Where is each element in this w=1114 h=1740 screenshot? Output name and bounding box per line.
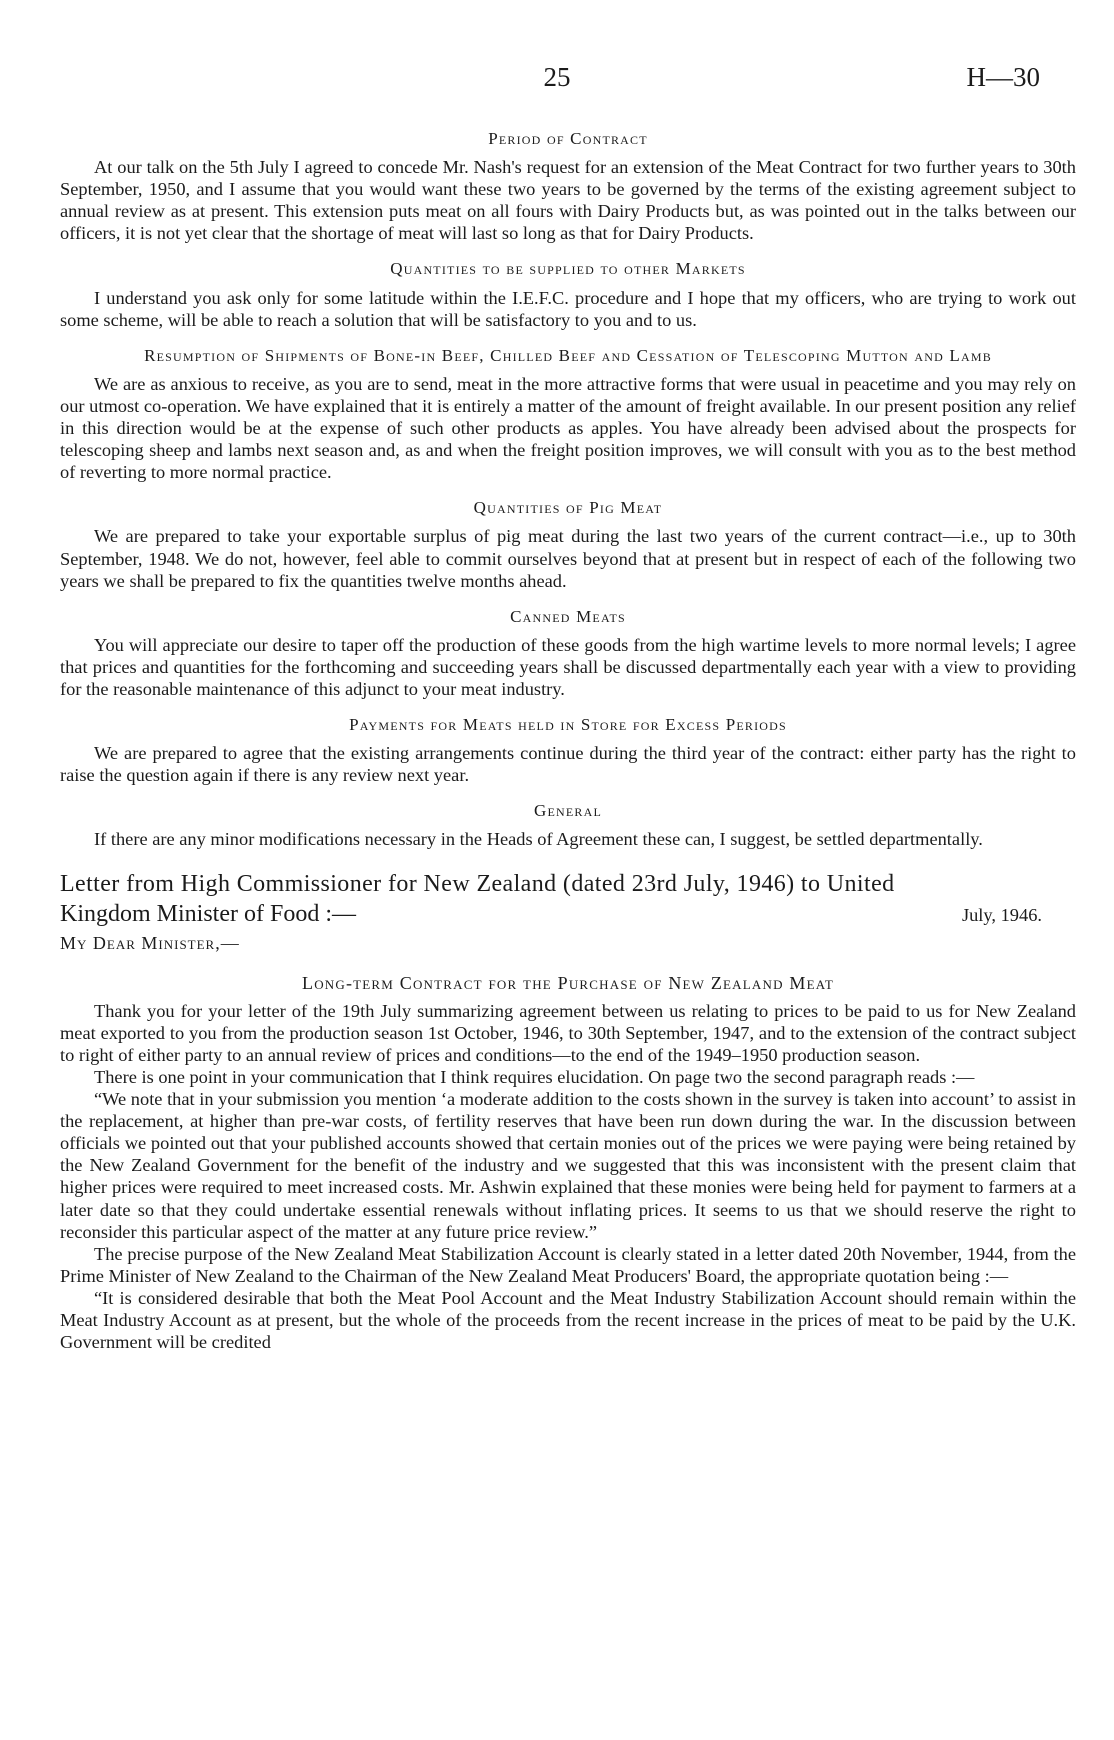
section-general	[60, 800, 1076, 850]
letter-heading: Long-term Contract for the Purchase of New Zealand Meat	[302, 972, 834, 993]
section-heading: Canned Meats	[510, 606, 626, 626]
document-body	[60, 128, 1076, 1353]
section-quantities-of-pig-meat	[60, 497, 1076, 591]
section-quantities-other-markets	[60, 258, 1076, 330]
paragraph: We are prepared to take your exportable surplus of pig meat during the last two years of the current contract—i.e., up to 30th September, 1948. We do not, however, feel able to commit ourselves beyond that at present but in respect of each of the following two years we shall be prepared to fix the quantities twelve months ahead.	[60, 526, 1076, 591]
section-canned-meats	[60, 606, 1076, 700]
paragraph: You will appreciate our desire to taper off the production of these goods from the high wartime levels to more normal levels; I agree that prices and quantities for the forthcoming and succeeding years shall be discussed departmentally each year with a view to providing for the reasonable maintenance of this adjunct to your meat industry.	[60, 634, 1076, 699]
letter	[60, 869, 1076, 1354]
section-heading: Quantities to be supplied to other Markets	[390, 259, 746, 279]
paragraph: If there are any minor modifications necessary in the Heads of Agreement these can, I suggest, be settled departmentally.	[94, 829, 983, 850]
quoted-paragraph: “It is considered desirable that both the Meat Pool Account and the Meat Industry Stabilization Account should remain within the Meat Industry Account as at present, but the whole of the proceeds from the recent increase in the prices of meat to be paid by the U.K. Government will be credited	[60, 1287, 1076, 1353]
paragraph: We are as anxious to receive, as you are to send, meat in the more attractive forms that were usual in peacetime and you may rely on our utmost co-operation. We have explained that it is entirely a matter of the amount of freight available. In our present position any relief in this direction would be at the expense of such other products as apples. You have already been advised about the prospects for telescoping sheep and lambs next season and, as and when the freight position improves, we will consult with you as to the best method of reverting to more normal practice.	[60, 373, 1076, 483]
section-resumption-of-shipments	[60, 345, 1076, 484]
letter-salutation: My Dear Minister,—	[60, 932, 240, 953]
document-reference: H—30	[966, 62, 1040, 92]
letter-title: Letter from High Commissioner for New Zealand (dated 23rd July, 1946) to United	[60, 870, 895, 897]
section-payments-for-meats	[60, 714, 1076, 786]
paragraph: I understand you ask only for some latitude within the I.E.F.C. procedure and I hope that my officers, who are trying to work out some scheme, will be able to reach a solution that will be satisfactory to you and to us.	[60, 287, 1076, 330]
letter-date: July, 1946.	[961, 904, 1042, 925]
section-heading: Payments for Meats held in Store for Excess Periods	[349, 715, 787, 735]
letter-title-line2	[60, 899, 1076, 930]
paragraph: We are prepared to agree that the existing arrangements continue during the third year of the contract: either party has the right to raise the question again if there is any review next year.	[60, 743, 1076, 786]
paragraph: The precise purpose of the New Zealand Meat Stabilization Account is clearly stated in a letter dated 20th November, 1944, from the Prime Minister of New Zealand to the Chairman of the New Zealand Meat Producers' Board, the appropriate quotation being :—	[60, 1243, 1076, 1286]
paragraph: There is one point in your communication that I think requires elucidation. On page two the second paragraph reads :—	[94, 1067, 975, 1087]
paragraph: At our talk on the 5th July I agreed to concede Mr. Nash's request for an extension of the Meat Contract for two further years to 30th September, 1950, and I assume that you would want these two years to be governed by the terms of the existing agreement subject to annual review as at present. This extension puts meat on all fours with Dairy Products but, as was pointed out in the talks between our officers, it is not yet clear that the shortage of meat will last so long as that for Dairy Products.	[60, 157, 1076, 244]
page-number: 25	[543, 62, 571, 92]
section-heading: Resumption of Shipments of Bone-in Beef, Chilled Beef and Cessation of Telescoping Mutton and Lamb	[144, 345, 992, 365]
page-header	[40, 62, 1074, 102]
paragraph: Thank you for your letter of the 19th July summarizing agreement between us relating to prices to be paid to us for New Zealand meat exported to you from the production season 1st October, 1946, to 30th September, 1947, and to the extension of the contract subject to right of either party to an annual review of prices and conditions—to the end of the 1949–1950 production season.	[60, 1000, 1076, 1065]
section-heading: Quantities of Pig Meat	[473, 498, 663, 518]
section-heading: Period of Contract	[488, 129, 648, 148]
letter-title-continued: Kingdom Minister of Food :—	[60, 900, 357, 927]
section-period-of-contract	[60, 128, 1076, 244]
section-heading: General	[533, 801, 602, 821]
quoted-paragraph: “We note that in your submission you mention ‘a moderate addition to the costs shown in the survey is taken into account’ to assist in the replacement, at higher than pre-war costs, of fertility reserves that have been run down during the war. In the discussion between officials we pointed out that your published accounts showed that certain monies out of the prices we were paying were being retained by the New Zealand Government for the benefit of the industry and we suggested that this was inconsistent with the present claim that higher prices were required to meet increased costs. Mr. Ashwin explained that these monies were being held for payment to farmers at a later date so that they could undertake essential renewals without inflating prices. It seems to us that we should reserve the right to reconsider this particular aspect of the matter at any future price review.”	[60, 1089, 1076, 1242]
